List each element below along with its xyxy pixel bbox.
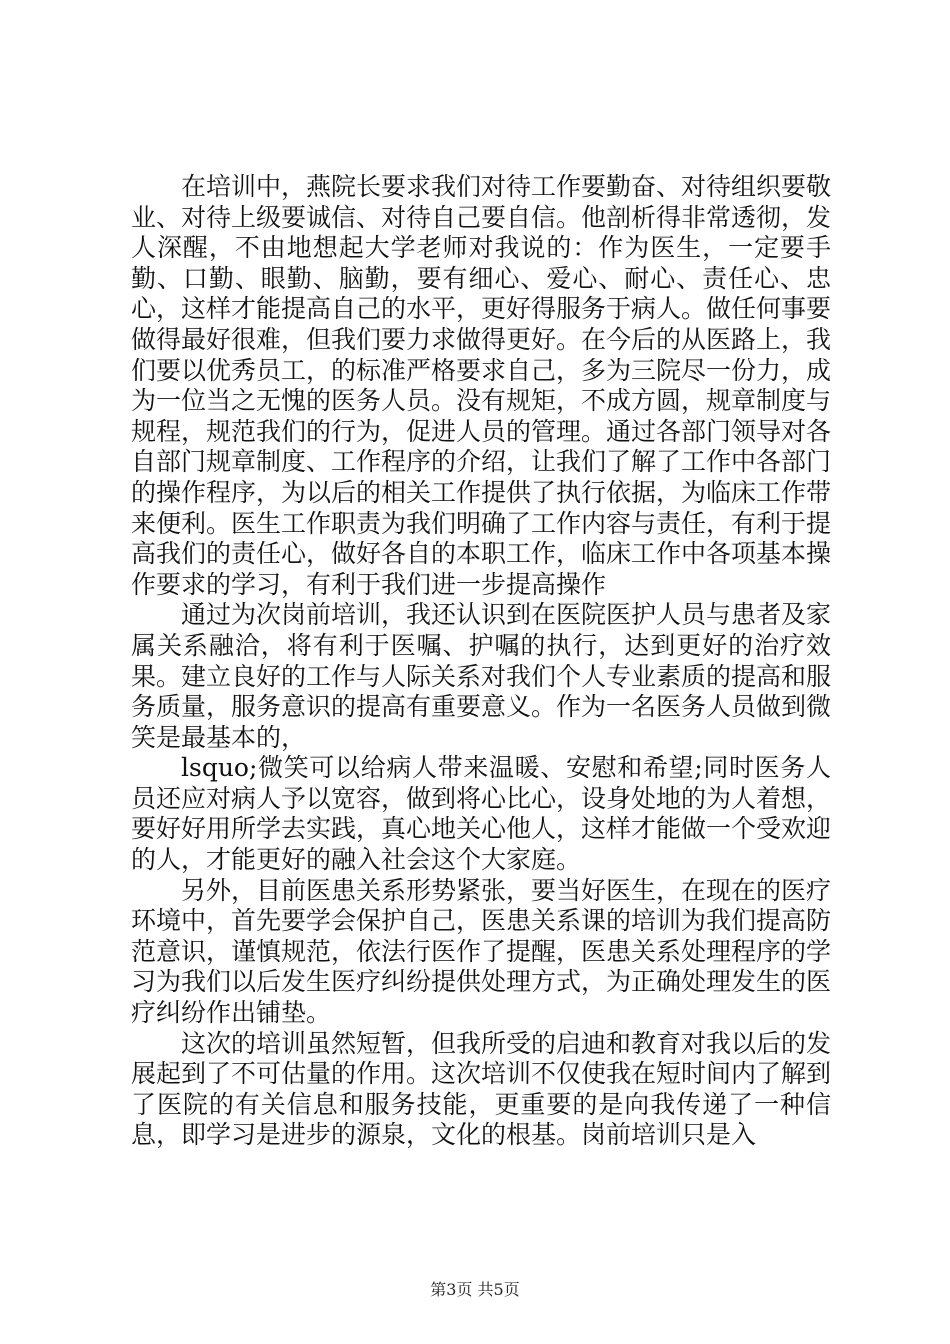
page-number-footer: 第3页 共5页 bbox=[430, 1280, 520, 1299]
paragraph: 这次的培训虽然短暂，但我所受的启迪和教育对我以后的发展起到了不可估量的作用。这次培训不仅使我在短时间内了解到了医院的有关信息和服务技能，更重要的是向我传递了一种信息，即学习是进步的源泉，文化的根基。岗前培训只是入 bbox=[131, 1028, 832, 1150]
paragraph: lsquo;微笑可以给病人带来温暖、安慰和希望;同时医务人员还应对病人予以宽容，做到将心比心，设身处地的为人着想，要好好用所学去实践，真心地关心他人，这样才能做一个受欢迎的人，才能更好的融入社会这个大家庭。 bbox=[131, 753, 832, 875]
document-body bbox=[131, 172, 831, 1151]
paragraph: 另外，目前医患关系形势紧张，要当好医生，在现在的医疗环境中，首先要学会保护自己，医患关系课的培训为我们提高防范意识，谨慎规范，依法行医作了提醒，医患关系处理程序的学习为我们以后发生医疗纠纷提供处理方式，为正确处理发生的医疗纠纷作出铺垫。 bbox=[131, 875, 832, 1028]
paragraph: 在培训中，燕院长要求我们对待工作要勤奋、对待组织要敬业、对待上级要诚信、对待自己要自信。他剖析得非常透彻，发人深醒，不由地想起大学老师对我说的：作为医生，一定要手勤、口勤、眼勤、脑勤，要有细心、爱心、耐心、责任心、忠心，这样才能提高自己的水平，更好得服务于病人。做任何事要做得最好很难，但我们要力求做得更好。在今后的从医路上，我们要以优秀员工，的标准严格要求自己，多为三院尽一份力，成为一位当之无愧的医务人员。没有规矩，不成方圆，规章制度与规程，规范我们的行为，促进人员的管理。通过各部门领导对各自部门规章制度、工作程序的介绍，让我们了解了工作中各部门的操作程序，为以后的相关工作提供了执行依据，为临床工作带来便利。医生工作职责为我们明确了工作内容与责任，有利于提高我们的责任心，做好各自的本职工作，临床工作中各项基本操作要求的学习，有利于我们进一步提高操作 bbox=[131, 172, 832, 599]
paragraph: 通过为次岗前培训，我还认识到在医院医护人员与患者及家属关系融洽，将有利于医嘱、护嘱的执行，达到更好的治疗效果。建立良好的工作与人际关系对我们个人专业素质的提高和服务质量，服务意识的提高有重要意义。作为一名医务人员做到微笑是最基本的， bbox=[131, 600, 832, 752]
